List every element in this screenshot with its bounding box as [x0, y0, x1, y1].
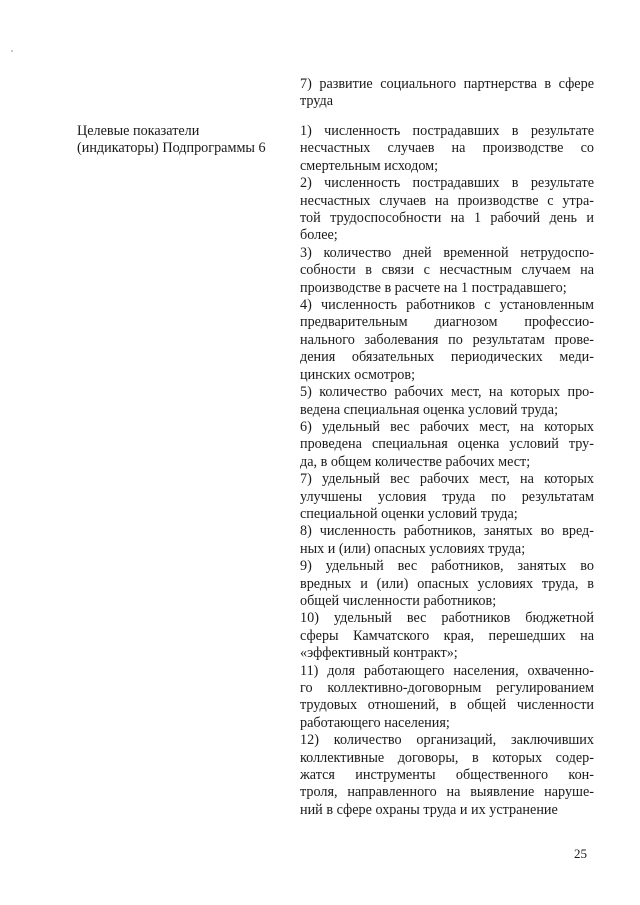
indicator-item	[300, 384, 594, 419]
indicator-line: смертельным исходом;	[300, 157, 439, 174]
indicator-line: го коллективно-договорным регулированием	[300, 680, 594, 696]
indicator-line: дения обязательных периодических меди-	[300, 349, 594, 366]
indicator-item	[300, 297, 594, 384]
indicator-line: специальной оценки условий труда;	[300, 505, 518, 522]
indicator-line: троля, направленного на выявление наруше-	[300, 784, 594, 801]
indicator-line: трудовых отношений, в общей численности	[300, 697, 594, 714]
indicator-item	[300, 558, 594, 610]
intro-line: труда	[300, 93, 333, 110]
indicator-line: той трудоспособности на 1 рабочий день и	[300, 210, 594, 227]
indicator-line: 11) доля работающего населения, охваченно-	[300, 662, 594, 679]
indicator-line: работающего населения;	[300, 714, 450, 731]
page-number: 25	[574, 846, 587, 861]
indicator-line: вредных и (или) опасных условиях труда, в	[300, 575, 594, 592]
indicator-line: несчастных случаев на производстве со	[300, 140, 594, 157]
indicator-line: нального заболевания по результатам прове-	[300, 331, 594, 348]
indicator-line: 7) удельный вес рабочих мест, на которых	[300, 471, 594, 488]
indicator-item	[300, 123, 594, 175]
indicator-item	[300, 245, 594, 297]
indicator-line: несчастных случаев на производстве с утра-	[300, 192, 594, 209]
indicator-line: улучшены условия труда по результатам	[300, 488, 594, 505]
indicator-line: 6) удельный вес рабочих мест, на которых	[300, 418, 594, 435]
intro-line: 7) развитие социального партнерства в сфере	[300, 76, 594, 92]
indicator-line: производстве в расчете на 1 пострадавшего;	[300, 279, 567, 296]
indicator-line: собности в связи с несчастным случаем на	[300, 262, 594, 279]
indicator-line: более;	[300, 227, 338, 244]
indicator-item	[300, 419, 594, 471]
indicator-line: «эффективный контракт»;	[300, 645, 458, 662]
indicator-line: 5) количество рабочих мест, на которых про-	[300, 384, 594, 401]
indicator-line: 9) удельный вес работников, занятых во	[300, 558, 594, 575]
indicator-item	[300, 732, 594, 819]
indicator-line: предварительным диагнозом профессио-	[300, 314, 594, 331]
indicator-line: 1) численность пострадавших в результате	[300, 123, 594, 139]
indicator-line: ведена специальная оценка условий труда;	[300, 401, 559, 418]
indicators-list	[300, 123, 594, 819]
indicator-item	[300, 663, 594, 733]
indicator-line: 10) удельный вес работников бюджетной	[300, 610, 594, 627]
indicator-line: коллективные договоры, в которых содер-	[300, 749, 594, 766]
intro-item-7	[300, 76, 594, 111]
indicator-line: 3) количество дней временной нетрудоспо-	[300, 244, 594, 261]
indicator-item	[300, 610, 594, 662]
indicator-line: сферы Камчатского края, перешедших на	[300, 627, 594, 644]
indicator-line: ных и (или) опасных условиях труда;	[300, 540, 526, 557]
indicator-line: да, в общем количестве рабочих мест;	[300, 453, 531, 470]
section-label	[77, 123, 289, 158]
indicator-item	[300, 175, 594, 245]
indicator-line: жатся инструменты общественного кон-	[300, 767, 594, 784]
indicator-line: общей численности работников;	[300, 592, 497, 609]
indicator-item	[300, 471, 594, 523]
indicator-line: ний в сфере охраны труда и их устранение	[300, 801, 558, 818]
indicator-line: проведена специальная оценка условий тру-	[300, 436, 594, 453]
indicator-line: 12) количество организаций, заключивших	[300, 732, 594, 749]
indicator-item	[300, 523, 594, 558]
indicator-line: цинских осмотров;	[300, 366, 416, 383]
indicator-line: 2) численность пострадавших в результате	[300, 175, 594, 192]
scan-speck	[11, 50, 13, 52]
indicator-line: 8) численность работников, занятых во вред-	[300, 523, 594, 540]
section-label-line: Целевые показатели	[77, 123, 200, 139]
indicator-line: 4) численность работников с установленным	[300, 297, 594, 314]
section-label-line: (индикаторы) Подпрограммы 6	[77, 140, 266, 157]
